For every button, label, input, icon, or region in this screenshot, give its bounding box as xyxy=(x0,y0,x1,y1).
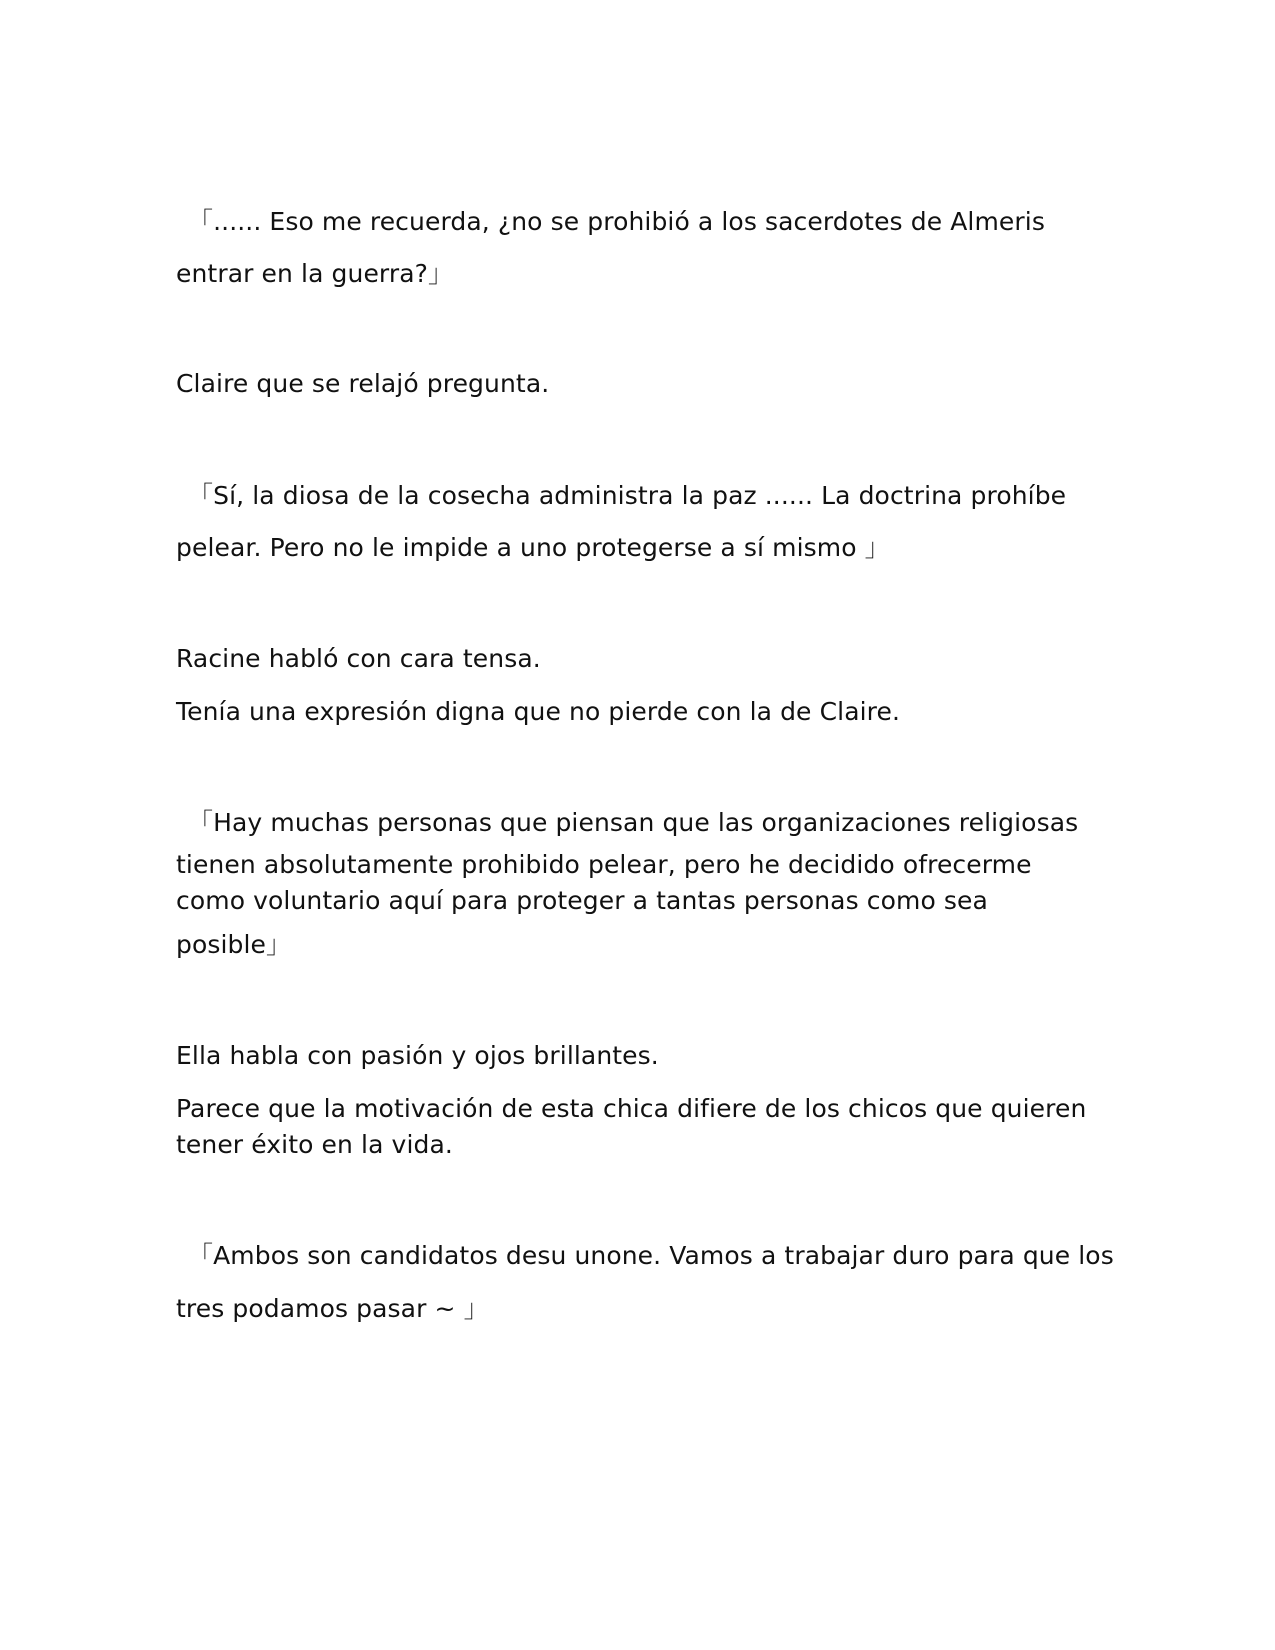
text-line: tener éxito en la vida. xyxy=(176,1130,453,1159)
text-line: 「Sí, la diosa de la cosecha administra la paz ...... La doctrina prohíbe xyxy=(188,481,1067,510)
text-line: Tenía una expresión digna que no pierde con la de Claire. xyxy=(176,697,901,726)
text-line: tienen absolutamente prohibido pelear, pero he decidido ofrecerme xyxy=(176,850,1032,879)
text-line: 「Hay muchas personas que piensan que las organizaciones religiosas xyxy=(188,808,1079,837)
text-line: 「Ambos son candidatos desu unone. Vamos a trabajar duro para que los xyxy=(188,1241,1114,1270)
text-line: entrar en la guerra?」 xyxy=(176,259,454,288)
text-line: como voluntario aquí para proteger a tantas personas como sea xyxy=(176,886,988,915)
text-line: 「...... Eso me recuerda, ¿no se prohibió a los sacerdotes de Almeris xyxy=(188,207,1045,236)
text-line: tres podamos pasar ~ 」 xyxy=(176,1294,489,1323)
text-line: Parece que la motivación de esta chica difiere de los chicos que quieren xyxy=(176,1094,1087,1123)
text-line: pelear. Pero no le impide a uno protegerse a sí mismo 」 xyxy=(176,533,890,562)
text-line: posible」 xyxy=(176,930,292,959)
text-line: Racine habló con cara tensa. xyxy=(176,644,541,673)
text-line: Ella habla con pasión y ojos brillantes. xyxy=(176,1041,659,1070)
text-line: Claire que se relajó pregunta. xyxy=(176,369,550,398)
